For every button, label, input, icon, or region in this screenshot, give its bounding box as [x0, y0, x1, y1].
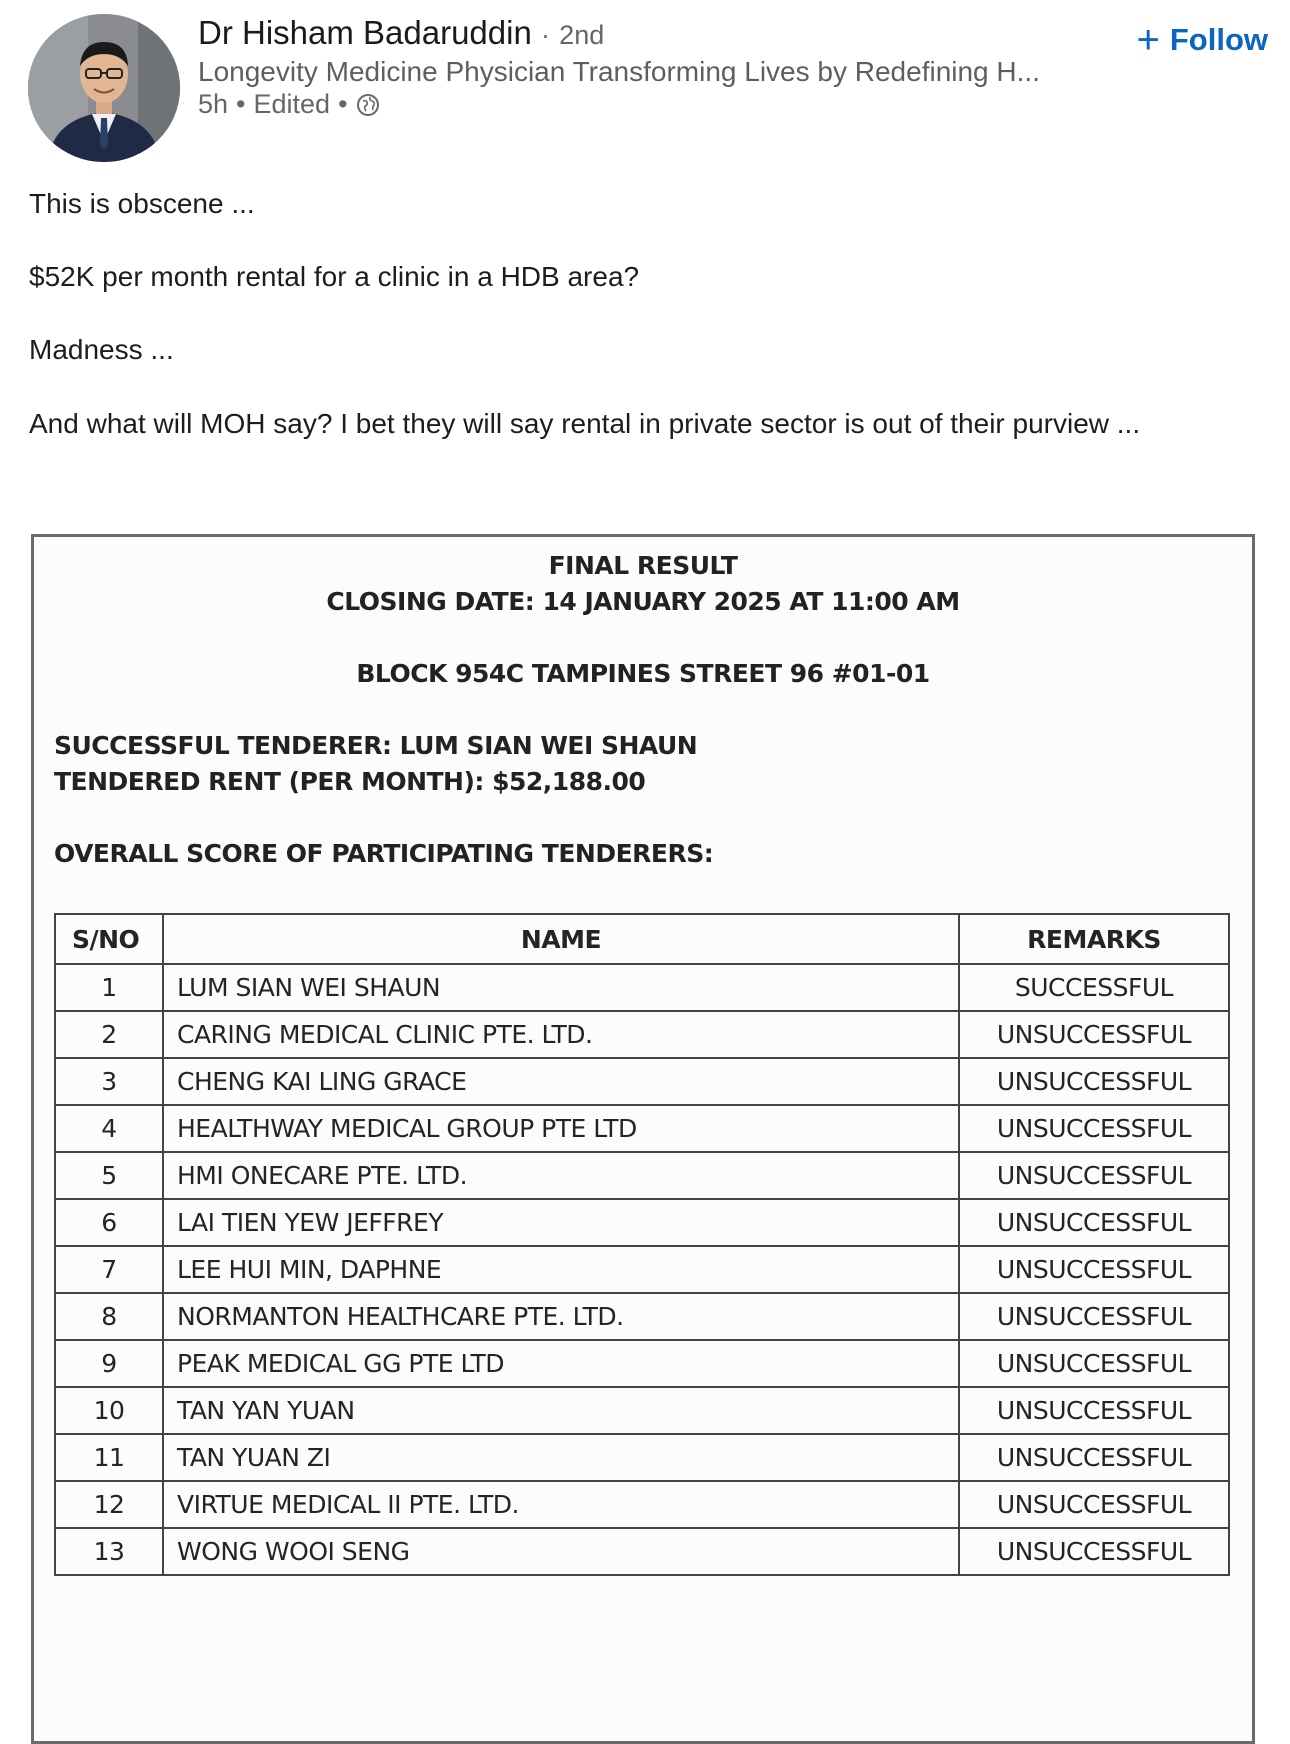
- table-row: [55, 1199, 1229, 1246]
- cell-name: NORMANTON HEALTHCARE PTE. LTD.: [163, 1293, 959, 1340]
- cell-name: CARING MEDICAL CLINIC PTE. LTD.: [163, 1011, 959, 1058]
- successful-tenderer: SUCCESSFUL TENDERER: LUM SIAN WEI SHAUN: [54, 731, 698, 760]
- cell-name: TAN YUAN ZI: [163, 1434, 959, 1481]
- avatar-photo: [28, 14, 180, 162]
- follow-label: Follow: [1169, 22, 1268, 57]
- cell-sno: 5: [55, 1152, 163, 1199]
- cell-name: LUM SIAN WEI SHAUN: [163, 964, 959, 1011]
- edited-label: Edited: [253, 89, 331, 119]
- header-sno: S/NO: [55, 914, 163, 964]
- tendered-rent: TENDERED RENT (PER MONTH): $52,188.00: [54, 767, 646, 796]
- table-row: [55, 1434, 1229, 1481]
- cell-sno: 9: [55, 1340, 163, 1387]
- table-row: [55, 1387, 1229, 1434]
- table-row: [55, 1011, 1229, 1058]
- cell-remarks: UNSUCCESSFUL: [959, 1434, 1229, 1481]
- table-row: [55, 964, 1229, 1011]
- cell-sno: 11: [55, 1434, 163, 1481]
- post-time: 5h: [198, 89, 229, 119]
- author-name[interactable]: Dr Hisham Badaruddin: [198, 14, 532, 51]
- author-headline: Longevity Medicine Physician Transforming Lives by Redefining H...: [198, 56, 1040, 87]
- cell-remarks: UNSUCCESSFUL: [959, 1011, 1229, 1058]
- table-header-row: [55, 914, 1229, 964]
- cell-name: CHENG KAI LING GRACE: [163, 1058, 959, 1105]
- separator-dot: ·: [541, 20, 550, 50]
- cell-remarks: UNSUCCESSFUL: [959, 1058, 1229, 1105]
- cell-remarks: UNSUCCESSFUL: [959, 1387, 1229, 1434]
- cell-sno: 12: [55, 1481, 163, 1528]
- cell-remarks: UNSUCCESSFUL: [959, 1340, 1229, 1387]
- cell-sno: 4: [55, 1105, 163, 1152]
- cell-name: WONG WOOI SENG: [163, 1528, 959, 1575]
- cell-name: HMI ONECARE PTE. LTD.: [163, 1152, 959, 1199]
- cell-name: LAI TIEN YEW JEFFREY: [163, 1199, 959, 1246]
- table-row: [55, 1105, 1229, 1152]
- address: BLOCK 954C TAMPINES STREET 96 #01-01: [356, 659, 930, 688]
- cell-name: VIRTUE MEDICAL II PTE. LTD.: [163, 1481, 959, 1528]
- follow-button[interactable]: [1136, 20, 1268, 60]
- plus-icon: +: [1136, 18, 1160, 62]
- globe-icon: [356, 93, 380, 117]
- cell-remarks: UNSUCCESSFUL: [959, 1481, 1229, 1528]
- cell-remarks: UNSUCCESSFUL: [959, 1528, 1229, 1575]
- cell-remarks: UNSUCCESSFUL: [959, 1293, 1229, 1340]
- post-paragraph: This is obscene ...: [29, 188, 255, 219]
- cell-remarks: UNSUCCESSFUL: [959, 1199, 1229, 1246]
- avatar[interactable]: [28, 14, 180, 162]
- table-row: [55, 1152, 1229, 1199]
- cell-name: PEAK MEDICAL GG PTE LTD: [163, 1340, 959, 1387]
- meta-dot: •: [236, 89, 246, 119]
- cell-sno: 8: [55, 1293, 163, 1340]
- header-remarks: REMARKS: [959, 914, 1229, 964]
- post-header: [28, 14, 1268, 164]
- post-meta: [198, 89, 380, 120]
- table-row: [55, 1246, 1229, 1293]
- header-name: NAME: [163, 914, 959, 964]
- author-name-line: [198, 14, 604, 52]
- connection-degree: 2nd: [559, 20, 605, 50]
- table-row: [55, 1058, 1229, 1105]
- overall-score-heading: OVERALL SCORE OF PARTICIPATING TENDERERS:: [54, 839, 714, 868]
- cell-remarks: UNSUCCESSFUL: [959, 1246, 1229, 1293]
- cell-sno: 1: [55, 964, 163, 1011]
- cell-sno: 3: [55, 1058, 163, 1105]
- cell-remarks: UNSUCCESSFUL: [959, 1152, 1229, 1199]
- cell-remarks: UNSUCCESSFUL: [959, 1105, 1229, 1152]
- tender-result-document[interactable]: [31, 534, 1255, 1744]
- cell-sno: 6: [55, 1199, 163, 1246]
- doc-title: FINAL RESULT: [548, 551, 738, 580]
- cell-remarks: SUCCESSFUL: [959, 964, 1229, 1011]
- table-row: [55, 1528, 1229, 1575]
- table-row: [55, 1481, 1229, 1528]
- post-paragraph: Madness ...: [29, 334, 174, 365]
- meta-dot-2: •: [338, 89, 348, 119]
- cell-name: LEE HUI MIN, DAPHNE: [163, 1246, 959, 1293]
- cell-sno: 10: [55, 1387, 163, 1434]
- cell-sno: 7: [55, 1246, 163, 1293]
- cell-name: TAN YAN YUAN: [163, 1387, 959, 1434]
- post-paragraph: $52K per month rental for a clinic in a HDB area?: [29, 261, 640, 292]
- cell-sno: 2: [55, 1011, 163, 1058]
- table-row: [55, 1293, 1229, 1340]
- tenderers-table: [54, 913, 1230, 1576]
- table-row: [55, 1340, 1229, 1387]
- cell-name: HEALTHWAY MEDICAL GROUP PTE LTD: [163, 1105, 959, 1152]
- post-paragraph: And what will MOH say? I bet they will say rental in private sector is out of their purview ...: [29, 408, 1141, 439]
- cell-sno: 13: [55, 1528, 163, 1575]
- closing-date: CLOSING DATE: 14 JANUARY 2025 AT 11:00 AM: [326, 587, 960, 616]
